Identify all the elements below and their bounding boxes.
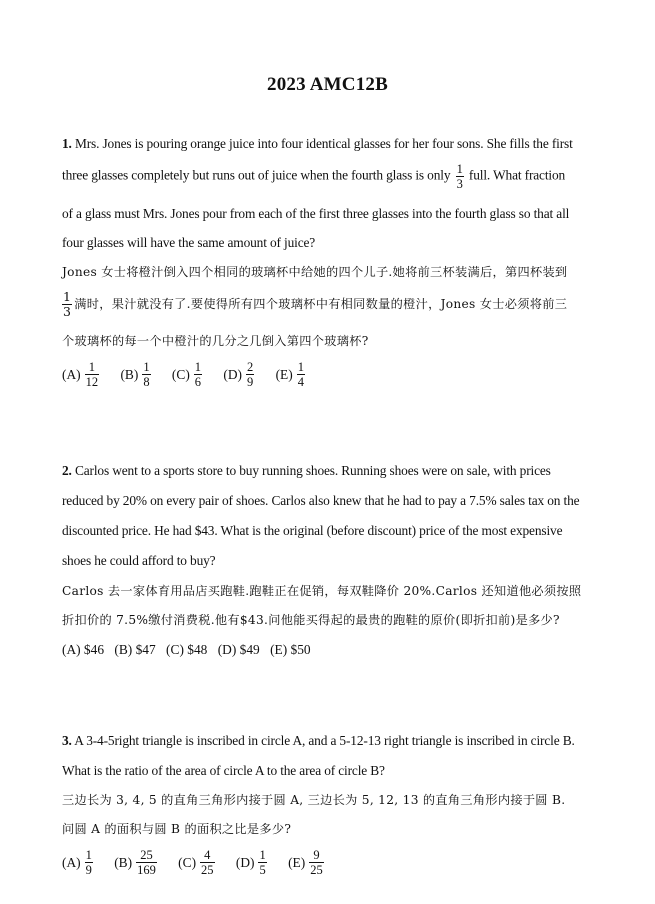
problem-1-en-line-2 <box>62 162 594 191</box>
problem-1-text: full. What fraction <box>468 167 566 183</box>
problem-3-en-line-1 <box>62 732 594 750</box>
problem-3-zh-line-1: 三边长为 3, 4, 5 的直角三角形内接于圆 A, 三边长为 5, 12, 13 的直角三角形内接于圆 B. <box>62 793 566 807</box>
problem-1-zh-line-1: Jones 女士将橙汁倒入四个相同的玻璃杯中给她的四个儿子.她将前三杯装满后，第四杯装到 <box>62 265 568 279</box>
fraction-one-third: $\frac{1}{3}$ <box>456 162 463 191</box>
problem-3-en-line-2: What is the ratio of the area of circle A to the area of circle B? <box>62 763 385 778</box>
problem-2-text: Carlos went to a sports store to buy running shoes. Running shoes were on sale, with prices <box>74 463 551 478</box>
problem-1-text: 满时，果汁就没有了.要使得所有四个玻璃杯中有相同数量的橙汁，Jones 女士必须将前三 <box>74 297 568 311</box>
choice-b: (B) $\frac{1}{8}$ <box>120 360 150 389</box>
problem-1-zh-line-2 <box>62 290 594 319</box>
choice-e: (E) $\frac{1}{4}$ <box>275 360 304 389</box>
choice-c: (C) $48 <box>166 641 208 657</box>
problem-2-en-line-2: reduced by 20% on every pair of shoes. Carlos also knew that he had to pay a 7.5% sales tax on the <box>62 493 580 508</box>
page-title: 2023 AMC12B <box>267 74 388 95</box>
choice-d: (D) $49 <box>217 641 260 657</box>
choice-e: (E) $\frac{9}{25}$ <box>288 848 323 877</box>
problem-1-choices <box>62 360 323 389</box>
problem-2-number: 2. <box>62 463 72 478</box>
problem-1-en-line-1 <box>62 135 594 153</box>
choice-a: (A) $\frac{1}{9}$ <box>62 848 92 877</box>
problem-1-en-line-3: of a glass must Mrs. Jones pour from each of the first three glasses into the fourth glass so that all <box>62 206 570 221</box>
choice-c: (C) $\frac{1}{6}$ <box>171 360 202 389</box>
problem-1-text: Mrs. Jones is pouring orange juice into four identical glasses for her four sons. She fills the first <box>74 136 573 151</box>
problem-3-number: 3. <box>62 733 72 748</box>
problem-2-choices <box>62 641 318 658</box>
problem-3-zh-line-2: 问圆 A 的面积与圆 B 的面积之比是多少? <box>62 822 292 836</box>
problem-2-en-line-4: shoes he could afford to buy? <box>62 553 216 568</box>
problem-2-en-line-1 <box>62 462 594 480</box>
problem-3-text: A 3-4-5right triangle is inscribed in circle A, and a 5-12-13 right triangle is inscribed in circle B. <box>74 733 575 748</box>
choice-a: (A) $\frac{1}{12}$ <box>62 360 99 389</box>
choice-d: (D) $\frac{2}{9}$ <box>223 360 254 389</box>
fraction-one-third: $\frac{1}{3}$ <box>63 289 72 319</box>
problem-1-zh-line-3: 个玻璃杯的每一个中橙汁的几分之几倒入第四个玻璃杯? <box>62 334 369 348</box>
choice-d: (D) $\frac{1}{5}$ <box>235 848 266 877</box>
problem-1-en-line-4: four glasses will have the same amount of juice? <box>62 235 316 250</box>
choice-b: (B) $\frac{25}{169}$ <box>114 848 156 877</box>
choice-e: (E) $50 <box>270 641 311 657</box>
problem-2-zh-line-2: 折扣价的 7.5%缴付消费税.他有$43.问他能买得起的最贵的跑鞋的原价(即折扣前)是多少? <box>62 613 560 627</box>
problem-1-text: three glasses completely but runs out of juice when the fourth glass is only <box>62 167 451 183</box>
choice-c: (C) $\frac{4}{25}$ <box>178 848 214 877</box>
problem-1-number: 1. <box>62 136 72 151</box>
choice-b: (B) $47 <box>114 641 156 657</box>
problem-2-zh-line-1: Carlos 去一家体育用品店买跑鞋.跑鞋正在促销，每双鞋降价 20%.Carlos 还知道他必须按照 <box>62 584 582 598</box>
problem-2-en-line-3: discounted price. He had $43. What is the original (before discount) price of the most expensive <box>62 523 563 538</box>
problem-3-choices <box>62 848 342 877</box>
choice-a: (A) $46 <box>62 641 105 657</box>
